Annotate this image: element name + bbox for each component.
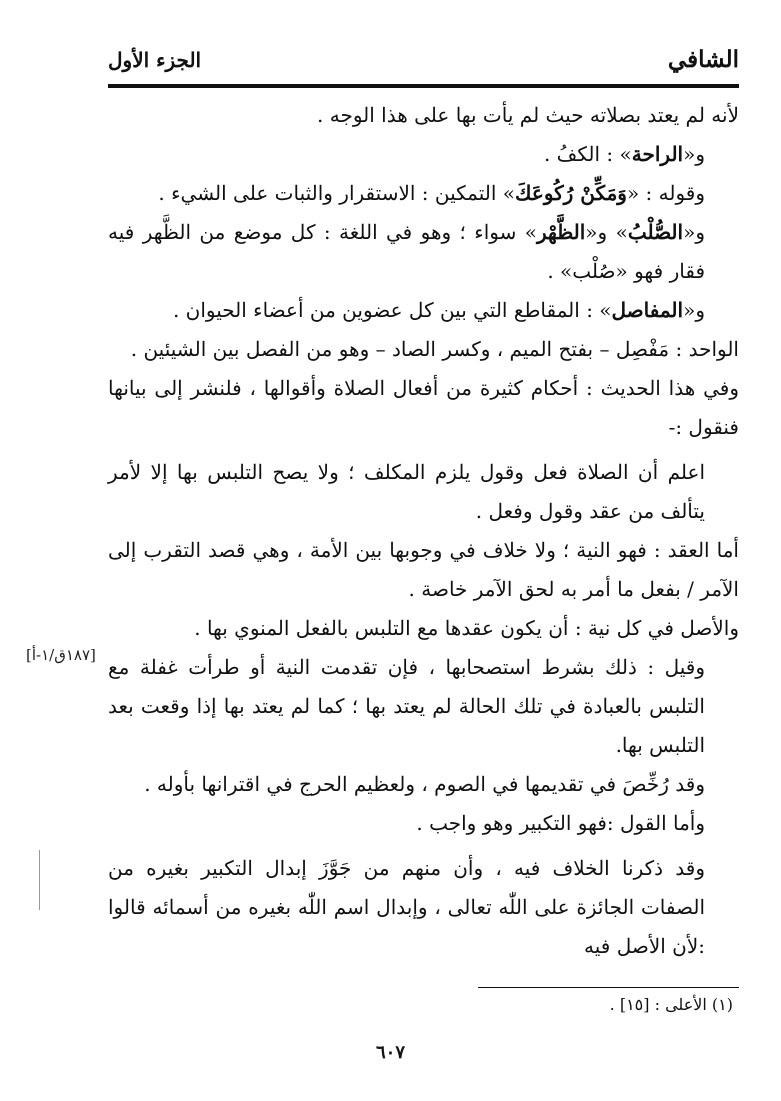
page-header [108, 40, 739, 88]
text-run: وفي هذا الحديث : أحكام كثيرة من أفعال الصلاة وأقوالها ، فلنشر إلى بيانها فنقول :- [108, 376, 739, 439]
defined-term: وَمَكِّنْ رُكُوعَكَ [515, 181, 627, 205]
header-rule [108, 84, 739, 88]
text-run: و« [683, 298, 705, 322]
text-run: و« [683, 142, 705, 166]
paragraph [108, 291, 739, 330]
text-run: » : المقاطع التي بين كل عضوين من أعضاء الحيوان . [172, 298, 612, 322]
margin-tick-mark [39, 850, 40, 910]
text-run: أما العقد : فهو النية ؛ ولا خلاف في وجوبها بين الأمة ، وهي قصد التقرب إلى الآمر / بفعل ما أمر به لحق الآمر خاصة . [108, 538, 739, 601]
paragraph [108, 804, 739, 843]
paragraph [108, 174, 739, 213]
text-run: و« [683, 220, 705, 244]
paragraph [108, 609, 739, 648]
paragraph [108, 453, 739, 531]
paragraph [108, 765, 739, 804]
text-run: وأما القول :فهو التكبير وهو واجب . [416, 811, 705, 835]
paragraph [108, 369, 739, 447]
volume-label: الجزء الأول [108, 48, 202, 72]
text-run: » سواء ؛ وهو في اللغة : كل موضع من الظَّهر فيه فقار فهو «صُلْب» . [108, 220, 705, 283]
paragraph [108, 96, 739, 135]
defined-term: الراحة [631, 142, 684, 166]
text-run: وقد ذكرنا الخلاف فيه ، وأن منهم من جَوَّزَ إبدال التكبير بغيره من الصفات الجائزة على اللّٰه تعالى ، وإبدال اسم اللّٰه بغيره من أسمائه قالوا :لأن الأصل فيه [108, 856, 705, 958]
text-run: الواحد : مَفْصِل – بفتح الميم ، وكسر الصاد – وهو من الفصل بين الشيئين . [130, 337, 739, 361]
page-number: ٦٠٧ [375, 1042, 405, 1063]
text-run: وقيل : ذلك بشرط استصحابها ، فإن تقدمت النية أو طرأت غفلة مع التلبس بالعبادة في تلك الحالة لم يعتد بها ؛ كما لم يعتد بها إذا وقعت بعد التلبس بها. [108, 655, 705, 757]
defined-term: المفاصل [611, 298, 684, 322]
text-run: » : الكفُ . [543, 142, 632, 166]
paragraph [108, 531, 739, 609]
paragraph [108, 648, 739, 765]
text-run: وقوله : « [626, 181, 705, 205]
text-run: » التمكين : الاستقرار والثبات على الشيء . [158, 181, 516, 205]
footnote: (١) الأعلى : [١٥] . [609, 995, 733, 1014]
text-run: والأصل في كل نية : أن يكون عقدها مع التلبس بالفعل المنوي بها . [194, 616, 739, 640]
body-text [108, 96, 739, 966]
text-run: اعلم أن الصلاة فعل وقول يلزم المكلف ؛ ولا يصح التلبس بها إلا لأمر يتألف من عقد وقول وفعل . [108, 460, 705, 523]
defined-term: الصُّلْبُ [627, 220, 684, 244]
manuscript-folio-note: [١٨٧ق/١-أ] [26, 646, 96, 664]
text-run: » و« [585, 220, 628, 244]
defined-term: الظَّهْر [536, 220, 586, 244]
text-run: لأنه لم يعتد بصلاته حيث لم يأت بها على هذا الوجه . [317, 103, 739, 127]
paragraph [108, 135, 739, 174]
paragraph [108, 213, 739, 291]
paragraph [108, 330, 739, 369]
footnote-rule [478, 987, 739, 988]
book-title: الشافي [667, 46, 739, 73]
paragraph [108, 849, 739, 966]
text-run: وقد رُخِّصَ في تقديمها في الصوم ، ولعظيم الحرج في اقترانها بأوله . [144, 772, 705, 796]
